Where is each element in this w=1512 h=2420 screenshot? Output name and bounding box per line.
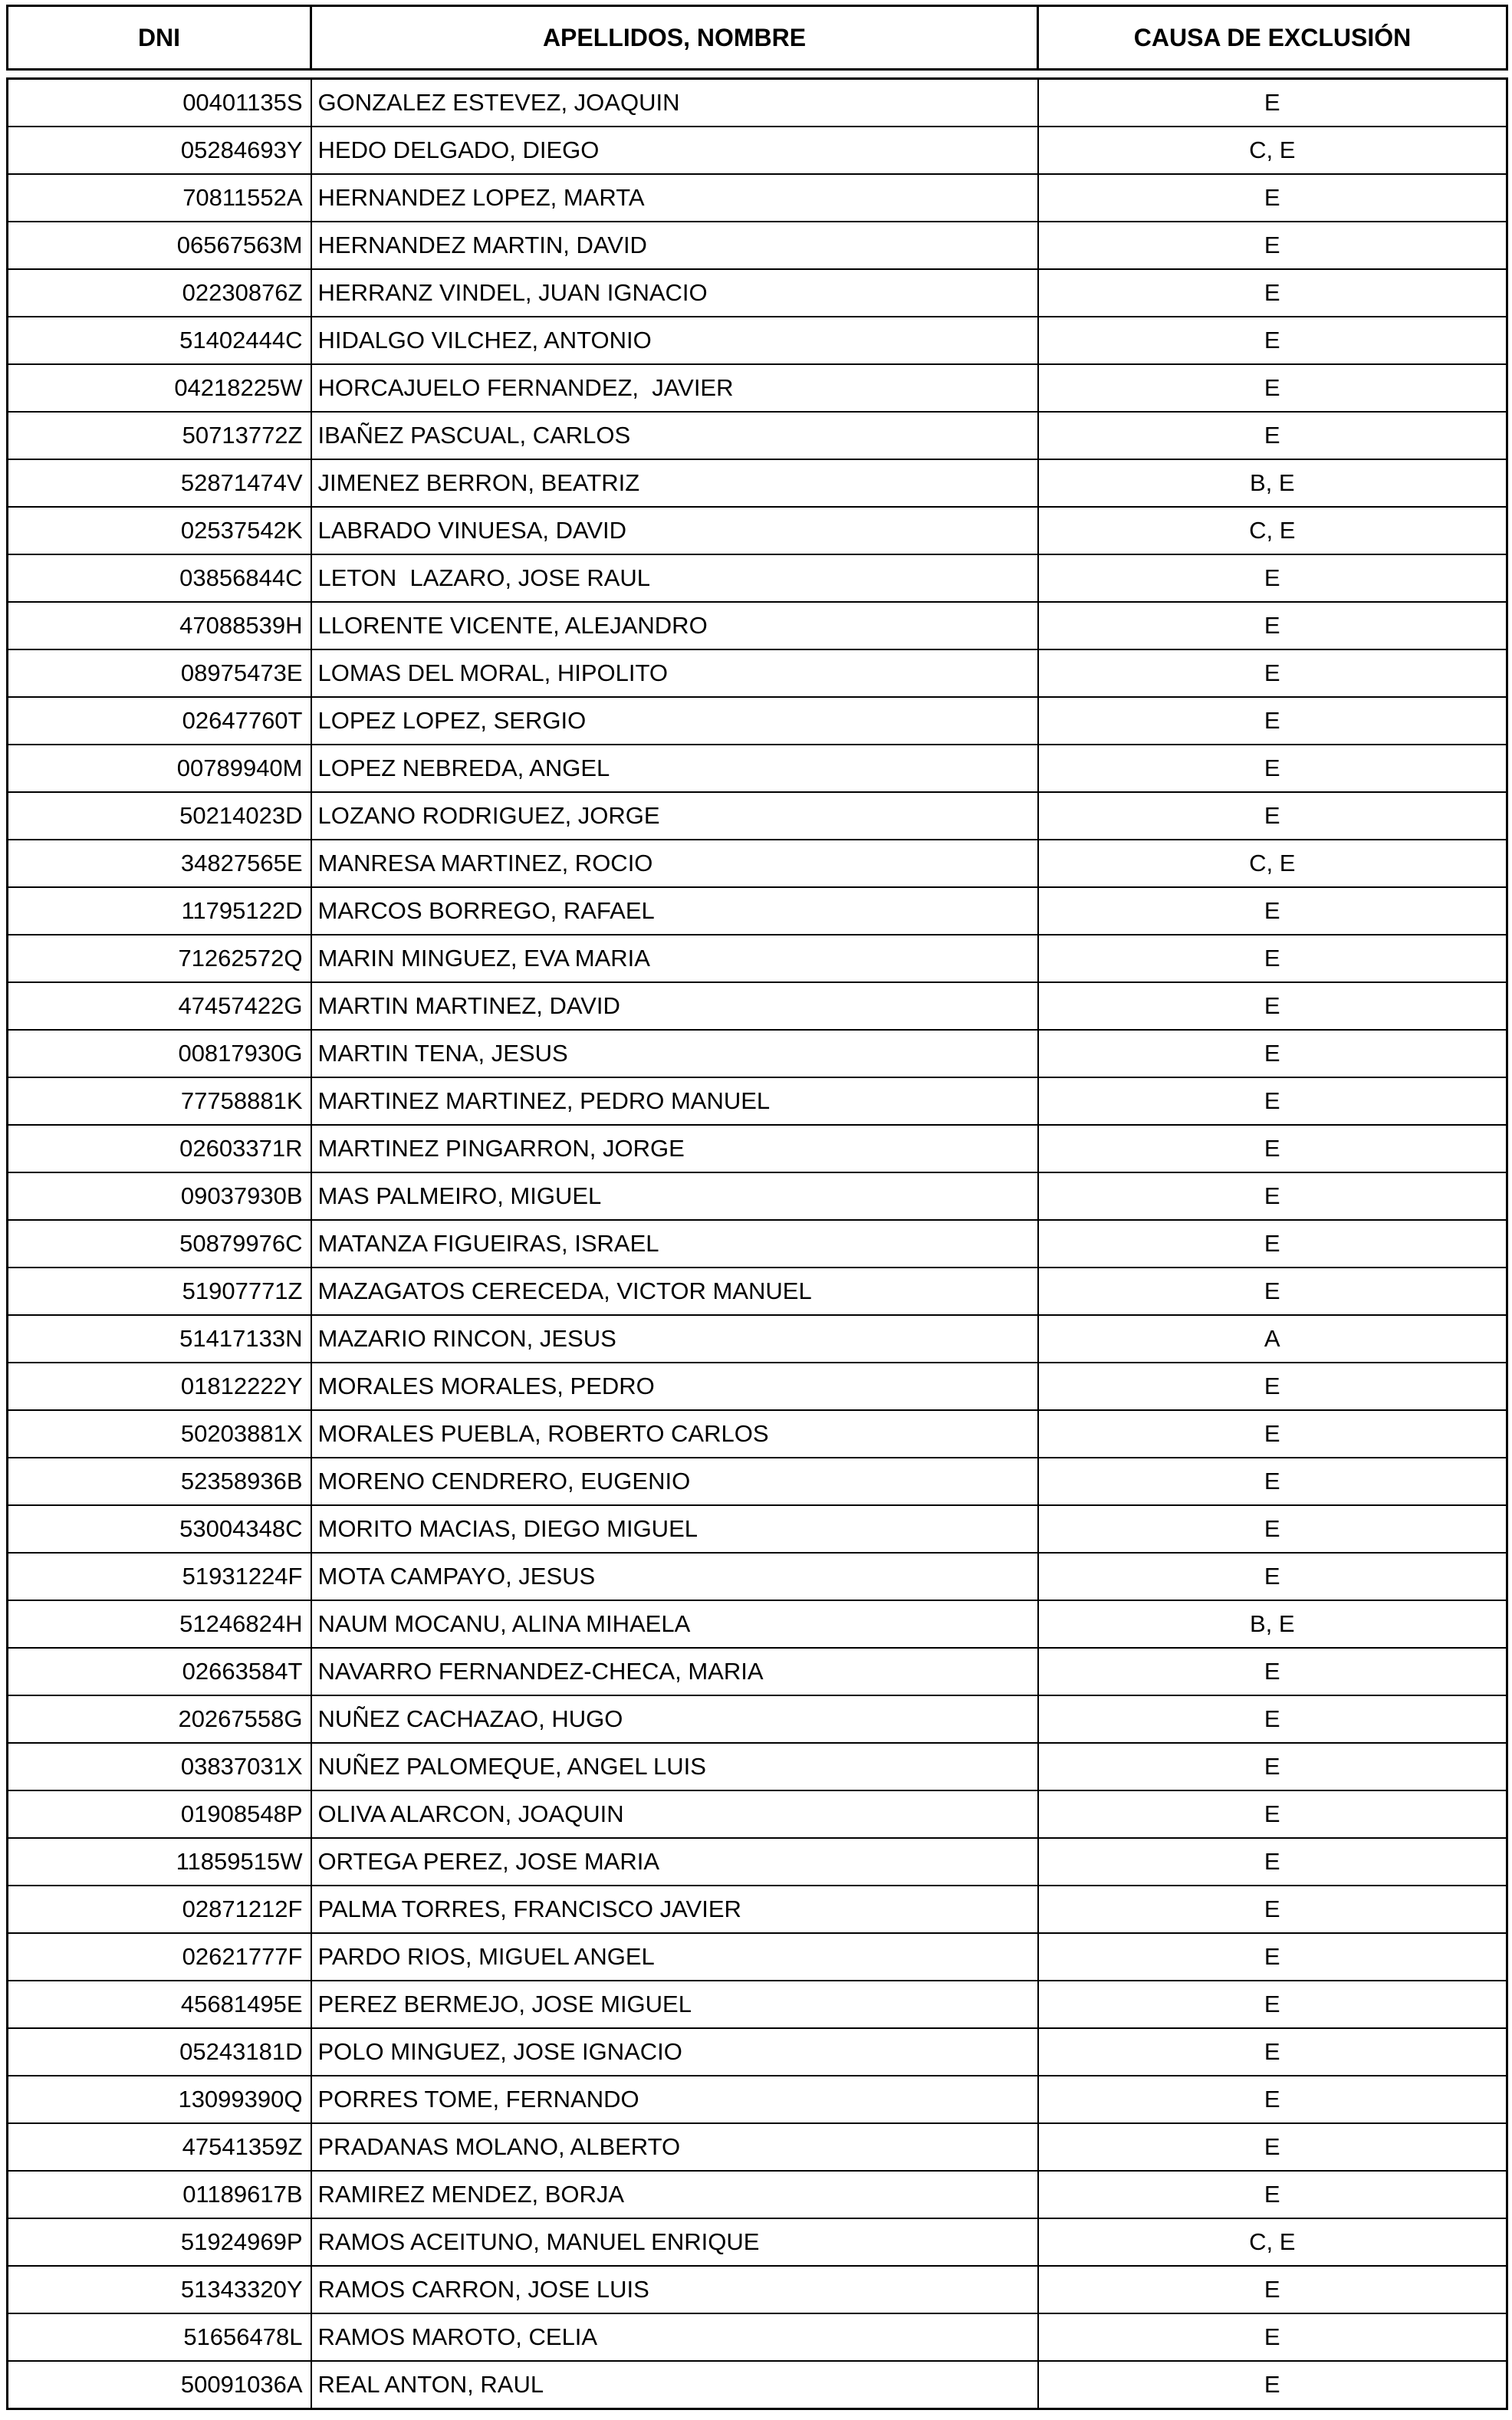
name-cell: NUÑEZ CACHAZAO, HUGO [311,1695,1038,1743]
table-row [8,2313,1507,2361]
cause-cell: E [1038,1743,1507,1790]
dni-cell: 05243181D [8,2028,311,2076]
cause-cell: E [1038,2361,1507,2409]
name-cell: PORRES TOME, FERNANDO [311,2076,1038,2123]
dni-cell: 50091036A [8,2361,311,2409]
cause-cell: E [1038,1505,1507,1553]
cause-cell: E [1038,1695,1507,1743]
table-row [8,1981,1507,2028]
name-cell: NAVARRO FERNANDEZ-CHECA, MARIA [311,1648,1038,1695]
name-cell: JIMENEZ BERRON, BEATRIZ [311,459,1038,507]
name-cell: MARIN MINGUEZ, EVA MARIA [311,935,1038,982]
dni-cell: 00789940M [8,745,311,792]
table-row [8,554,1507,602]
table-row [8,1220,1507,1268]
cause-cell: E [1038,317,1507,364]
dni-cell: 02647760T [8,697,311,745]
table-row [8,507,1507,554]
cause-cell: E [1038,1933,1507,1981]
cause-cell: E [1038,1172,1507,1220]
name-cell: MAZAGATOS CERECEDA, VICTOR MANUEL [311,1268,1038,1315]
dni-cell: 06567563M [8,222,311,269]
cause-cell: E [1038,2171,1507,2218]
table-row [8,1553,1507,1600]
header-cell-cause: CAUSA DE EXCLUSIÓN [1038,6,1507,70]
name-cell: OLIVA ALARCON, JOAQUIN [311,1790,1038,1838]
cause-cell: B, E [1038,459,1507,507]
dni-cell: 50214023D [8,792,311,840]
table-row [8,2028,1507,2076]
cause-cell: E [1038,1077,1507,1125]
name-cell: LOPEZ NEBREDA, ANGEL [311,745,1038,792]
table-row [8,174,1507,222]
dni-cell: 03837031X [8,1743,311,1790]
table-row [8,982,1507,1030]
name-cell: MORALES MORALES, PEDRO [311,1363,1038,1410]
dni-cell: 51656478L [8,2313,311,2361]
header-row [8,6,1507,70]
name-cell: HERRANZ VINDEL, JUAN IGNACIO [311,269,1038,317]
cause-cell: E [1038,364,1507,412]
dni-cell: 51931224F [8,1553,311,1600]
cause-cell: E [1038,1410,1507,1458]
cause-cell: C, E [1038,127,1507,174]
dni-cell: 51343320Y [8,2266,311,2313]
cause-cell: E [1038,649,1507,697]
table-row [8,1077,1507,1125]
dni-cell: 02537542K [8,507,311,554]
cause-cell: E [1038,2123,1507,2171]
name-cell: LOPEZ LOPEZ, SERGIO [311,697,1038,745]
table-row [8,1363,1507,1410]
dni-cell: 50713772Z [8,412,311,459]
table-row [8,2361,1507,2409]
dni-cell: 00401135S [8,79,311,127]
dni-cell: 50879976C [8,1220,311,1268]
table-row [8,1505,1507,1553]
dni-cell: 47457422G [8,982,311,1030]
name-cell: LLORENTE VICENTE, ALEJANDRO [311,602,1038,649]
name-cell: LOZANO RODRIGUEZ, JORGE [311,792,1038,840]
cause-cell: E [1038,1458,1507,1505]
cause-cell: E [1038,174,1507,222]
name-cell: PALMA TORRES, FRANCISCO JAVIER [311,1886,1038,1933]
dni-cell: 51402444C [8,317,311,364]
exclusion-table-body [6,77,1508,2410]
cause-cell: E [1038,2313,1507,2361]
cause-cell: E [1038,1886,1507,1933]
cause-cell: E [1038,935,1507,982]
cause-cell: E [1038,412,1507,459]
dni-cell: 01908548P [8,1790,311,1838]
table-row [8,792,1507,840]
table-row [8,79,1507,127]
dni-cell: 53004348C [8,1505,311,1553]
cause-cell: E [1038,1790,1507,1838]
table-row [8,887,1507,935]
table-row [8,1458,1507,1505]
name-cell: MORITO MACIAS, DIEGO MIGUEL [311,1505,1038,1553]
table-row [8,840,1507,887]
name-cell: RAMIREZ MENDEZ, BORJA [311,2171,1038,2218]
cause-cell: B, E [1038,1600,1507,1648]
name-cell: MAZARIO RINCON, JESUS [311,1315,1038,1363]
table-row [8,745,1507,792]
table-row [8,364,1507,412]
name-cell: LETON LAZARO, JOSE RAUL [311,554,1038,602]
dni-cell: 02663584T [8,1648,311,1695]
name-cell: ORTEGA PEREZ, JOSE MARIA [311,1838,1038,1886]
table-row [8,2123,1507,2171]
dni-cell: 13099390Q [8,2076,311,2123]
table-row [8,1172,1507,1220]
dni-cell: 01189617B [8,2171,311,2218]
cause-cell: E [1038,1268,1507,1315]
cause-cell: A [1038,1315,1507,1363]
dni-cell: 47541359Z [8,2123,311,2171]
table-row [8,1886,1507,1933]
name-cell: RAMOS ACEITUNO, MANUEL ENRIQUE [311,2218,1038,2266]
cause-cell: E [1038,982,1507,1030]
dni-cell: 00817930G [8,1030,311,1077]
name-cell: IBAÑEZ PASCUAL, CARLOS [311,412,1038,459]
dni-cell: 08975473E [8,649,311,697]
cause-cell: E [1038,1125,1507,1172]
table-row [8,1030,1507,1077]
table-row [8,1315,1507,1363]
name-cell: NUÑEZ PALOMEQUE, ANGEL LUIS [311,1743,1038,1790]
cause-cell: E [1038,1220,1507,1268]
name-cell: POLO MINGUEZ, JOSE IGNACIO [311,2028,1038,2076]
cause-cell: E [1038,697,1507,745]
dni-cell: 77758881K [8,1077,311,1125]
cause-cell: E [1038,1648,1507,1695]
dni-cell: 11795122D [8,887,311,935]
table-row [8,935,1507,982]
cause-cell: C, E [1038,840,1507,887]
name-cell: MORALES PUEBLA, ROBERTO CARLOS [311,1410,1038,1458]
table-row [8,459,1507,507]
name-cell: MARTIN MARTINEZ, DAVID [311,982,1038,1030]
name-cell: MATANZA FIGUEIRAS, ISRAEL [311,1220,1038,1268]
dni-cell: 52358936B [8,1458,311,1505]
cause-cell: E [1038,222,1507,269]
dni-cell: 02621777F [8,1933,311,1981]
table-row [8,1125,1507,1172]
name-cell: MOTA CAMPAYO, JESUS [311,1553,1038,1600]
name-cell: RAMOS CARRON, JOSE LUIS [311,2266,1038,2313]
header-cell-name: APELLIDOS, NOMBRE [311,6,1038,70]
table-row [8,1600,1507,1648]
dni-cell: 52871474V [8,459,311,507]
cause-cell: E [1038,1363,1507,1410]
table-row [8,317,1507,364]
cause-cell: E [1038,2076,1507,2123]
table-row [8,1838,1507,1886]
name-cell: HORCAJUELO FERNANDEZ, JAVIER [311,364,1038,412]
name-cell: HIDALGO VILCHEZ, ANTONIO [311,317,1038,364]
cause-cell: E [1038,269,1507,317]
table-row [8,1933,1507,1981]
dni-cell: 20267558G [8,1695,311,1743]
name-cell: PRADANAS MOLANO, ALBERTO [311,2123,1038,2171]
table-row [8,2171,1507,2218]
dni-cell: 02603371R [8,1125,311,1172]
dni-cell: 09037930B [8,1172,311,1220]
table-row [8,1410,1507,1458]
cause-cell: E [1038,2028,1507,2076]
name-cell: LOMAS DEL MORAL, HIPOLITO [311,649,1038,697]
dni-cell: 02871212F [8,1886,311,1933]
name-cell: MANRESA MARTINEZ, ROCIO [311,840,1038,887]
cause-cell: E [1038,1981,1507,2028]
cause-cell: C, E [1038,2218,1507,2266]
dni-cell: 51246824H [8,1600,311,1648]
dni-cell: 01812222Y [8,1363,311,1410]
dni-cell: 02230876Z [8,269,311,317]
name-cell: MORENO CENDRERO, EUGENIO [311,1458,1038,1505]
table-row [8,1648,1507,1695]
cause-cell: E [1038,745,1507,792]
name-cell: GONZALEZ ESTEVEZ, JOAQUIN [311,79,1038,127]
name-cell: RAMOS MAROTO, CELIA [311,2313,1038,2361]
dni-cell: 51907771Z [8,1268,311,1315]
cause-cell: E [1038,79,1507,127]
table-row [8,1695,1507,1743]
name-cell: MARCOS BORREGO, RAFAEL [311,887,1038,935]
name-cell: MARTINEZ PINGARRON, JORGE [311,1125,1038,1172]
table-row [8,697,1507,745]
dni-cell: 51417133N [8,1315,311,1363]
dni-cell: 70811552A [8,174,311,222]
name-cell: HERNANDEZ MARTIN, DAVID [311,222,1038,269]
cause-cell: E [1038,602,1507,649]
dni-cell: 45681495E [8,1981,311,2028]
table-row [8,1743,1507,1790]
name-cell: REAL ANTON, RAUL [311,2361,1038,2409]
dni-cell: 50203881X [8,1410,311,1458]
dni-cell: 34827565E [8,840,311,887]
name-cell: PARDO RIOS, MIGUEL ANGEL [311,1933,1038,1981]
cause-cell: E [1038,2266,1507,2313]
cause-cell: E [1038,554,1507,602]
name-cell: NAUM MOCANU, ALINA MIHAELA [311,1600,1038,1648]
table-row [8,412,1507,459]
table-row [8,2218,1507,2266]
dni-cell: 05284693Y [8,127,311,174]
table-row [8,222,1507,269]
dni-cell: 04218225W [8,364,311,412]
cause-cell: E [1038,1030,1507,1077]
cause-cell: C, E [1038,507,1507,554]
cause-cell: E [1038,792,1507,840]
cause-cell: E [1038,1838,1507,1886]
table-row [8,127,1507,174]
name-cell: MARTINEZ MARTINEZ, PEDRO MANUEL [311,1077,1038,1125]
name-cell: LABRADO VINUESA, DAVID [311,507,1038,554]
name-cell: HEDO DELGADO, DIEGO [311,127,1038,174]
table-row [8,1790,1507,1838]
dni-cell: 51924969P [8,2218,311,2266]
cause-cell: E [1038,1553,1507,1600]
table-row [8,2076,1507,2123]
dni-cell: 11859515W [8,1838,311,1886]
table-row [8,1268,1507,1315]
table-row [8,269,1507,317]
dni-cell: 47088539H [8,602,311,649]
header-cell-dni: DNI [8,6,311,70]
cause-cell: E [1038,887,1507,935]
name-cell: PEREZ BERMEJO, JOSE MIGUEL [311,1981,1038,2028]
dni-cell: 71262572Q [8,935,311,982]
exclusion-table-header [6,5,1508,71]
dni-cell: 03856844C [8,554,311,602]
name-cell: MAS PALMEIRO, MIGUEL [311,1172,1038,1220]
table-body [8,79,1507,2409]
name-cell: MARTIN TENA, JESUS [311,1030,1038,1077]
table-row [8,649,1507,697]
table-row [8,2266,1507,2313]
table-row [8,602,1507,649]
name-cell: HERNANDEZ LOPEZ, MARTA [311,174,1038,222]
